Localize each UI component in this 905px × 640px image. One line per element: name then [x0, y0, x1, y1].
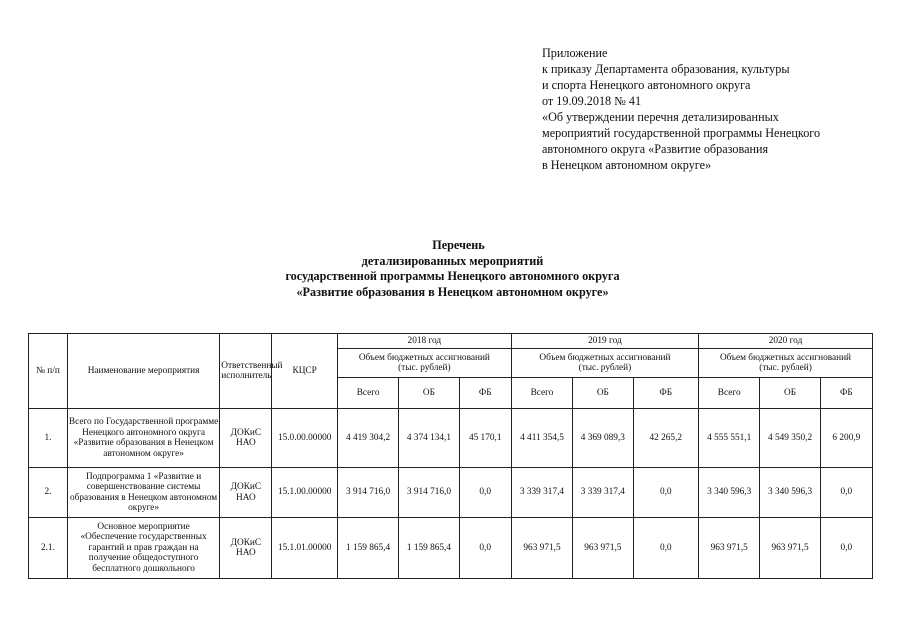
budget-label: Объем бюджетных ассигнований — [719, 352, 852, 363]
annex-line: мероприятий государственной программы Ненецкого — [542, 126, 821, 140]
header-num: № п/п — [29, 334, 68, 409]
header-ob: ОБ — [399, 378, 459, 409]
units-label: (тыс. рублей) — [759, 363, 812, 373]
header-year-2018: 2018 год — [337, 334, 511, 349]
header-total: Всего — [511, 378, 572, 409]
row-responsible: ДОКиС НАО — [220, 518, 272, 579]
cell-2019-total: 4 411 354,5 — [511, 409, 572, 468]
cell-2019-total: 3 339 317,4 — [511, 468, 572, 518]
cell-2019-total: 963 971,5 — [511, 518, 572, 579]
row-responsible: ДОКиС НАО — [220, 468, 272, 518]
cell-2018-fb: 45 170,1 — [459, 409, 511, 468]
title-line: Перечень — [432, 238, 485, 252]
annex-line: в Ненецком автономном округе» — [542, 158, 712, 172]
title-line: детализированных мероприятий — [361, 253, 544, 268]
row-num: 1. — [29, 409, 68, 468]
header-total: Всего — [337, 378, 398, 409]
row-kcsr: 15.1.00.00000 — [272, 468, 337, 518]
cell-2019-fb: 0,0 — [633, 468, 698, 518]
annex-line: Приложение — [542, 46, 608, 60]
cell-2020-fb: 0,0 — [820, 518, 872, 579]
header-ob: ОБ — [760, 378, 820, 409]
cell-2019-ob: 4 369 089,3 — [573, 409, 633, 468]
units-label: (тыс. рублей) — [578, 363, 632, 373]
header-name: Наименование мероприятия — [67, 334, 219, 409]
cell-2018-total: 3 914 716,0 — [337, 468, 398, 518]
cell-2018-ob: 3 914 716,0 — [399, 468, 459, 518]
title-line: государственной программы Ненецкого автономного округа — [285, 269, 620, 283]
header-ob: ОБ — [573, 378, 633, 409]
table-row — [29, 518, 873, 579]
header-kcsr: КЦСР — [272, 334, 337, 409]
cell-2018-ob: 1 159 865,4 — [399, 518, 459, 579]
annex-header — [542, 45, 892, 173]
annex-line: «Об утверждении перечня детализированных — [542, 110, 779, 124]
budget-label: Объем бюджетных ассигнований — [358, 352, 490, 363]
cell-2020-fb: 6 200,9 — [820, 409, 872, 468]
header-fb: ФБ — [459, 378, 511, 409]
cell-2018-fb: 0,0 — [459, 518, 511, 579]
cell-2018-ob: 4 374 134,1 — [399, 409, 459, 468]
header-fb: ФБ — [633, 378, 698, 409]
cell-2019-fb: 0,0 — [633, 518, 698, 579]
annex-line: автономного округа «Развитие образования — [542, 142, 769, 156]
annex-line: и спорта Ненецкого автономного округа — [542, 78, 751, 92]
budget-label: Объем бюджетных ассигнований — [539, 352, 671, 363]
cell-2020-ob: 3 340 596,3 — [760, 468, 820, 518]
cell-2018-total: 4 419 304,2 — [337, 409, 398, 468]
header-budget-2019 — [511, 349, 698, 378]
header-budget-2018 — [337, 349, 511, 378]
header-total: Всего — [699, 378, 760, 409]
header-responsible: Ответственный исполнитель — [220, 334, 272, 409]
row-name: Основное мероприятие «Обеспечение государственных гарантий и прав граждан на получение общедоступного бесплатного дошкольного — [67, 518, 219, 579]
cell-2019-ob: 3 339 317,4 — [573, 468, 633, 518]
cell-2020-ob: 4 549 350,2 — [760, 409, 820, 468]
table-row — [29, 409, 873, 468]
table-row — [29, 468, 873, 518]
row-num: 2.1. — [29, 518, 68, 579]
row-responsible: ДОКиС НАО — [220, 409, 272, 468]
header-year-2019: 2019 год — [511, 334, 698, 349]
annex-line: к приказу Департамента образования, культуры — [542, 62, 790, 76]
row-name: Подпрограмма 1 «Развитие и совершенствование системы образования в Ненецком автономном округе» — [67, 468, 219, 518]
annex-line: от 19.09.2018 № 41 — [542, 94, 642, 108]
cell-2018-fb: 0,0 — [459, 468, 511, 518]
cell-2020-total: 3 340 596,3 — [699, 468, 760, 518]
cell-2019-ob: 963 971,5 — [573, 518, 633, 579]
cell-2020-total: 4 555 551,1 — [699, 409, 760, 468]
activities-table — [28, 333, 873, 579]
cell-2019-fb: 42 265,2 — [633, 409, 698, 468]
header-year-2020: 2020 год — [699, 334, 873, 349]
units-label: (тыс. рублей) — [398, 363, 451, 373]
document-title — [0, 238, 905, 300]
header-budget-2020 — [699, 349, 873, 378]
row-num: 2. — [29, 468, 68, 518]
cell-2020-fb: 0,0 — [820, 468, 872, 518]
row-kcsr: 15.1.01.00000 — [272, 518, 337, 579]
row-name: Всего по Государственной программе Ненецкого автономного округа «Развитие образования в Ненецком автономном округе» — [67, 409, 219, 468]
cell-2020-total: 963 971,5 — [699, 518, 760, 579]
row-kcsr: 15.0.00.00000 — [272, 409, 337, 468]
header-fb: ФБ — [820, 378, 872, 409]
title-line: «Развитие образования в Ненецком автономном округе» — [296, 284, 609, 299]
cell-2018-total: 1 159 865,4 — [337, 518, 398, 579]
cell-2020-ob: 963 971,5 — [760, 518, 820, 579]
